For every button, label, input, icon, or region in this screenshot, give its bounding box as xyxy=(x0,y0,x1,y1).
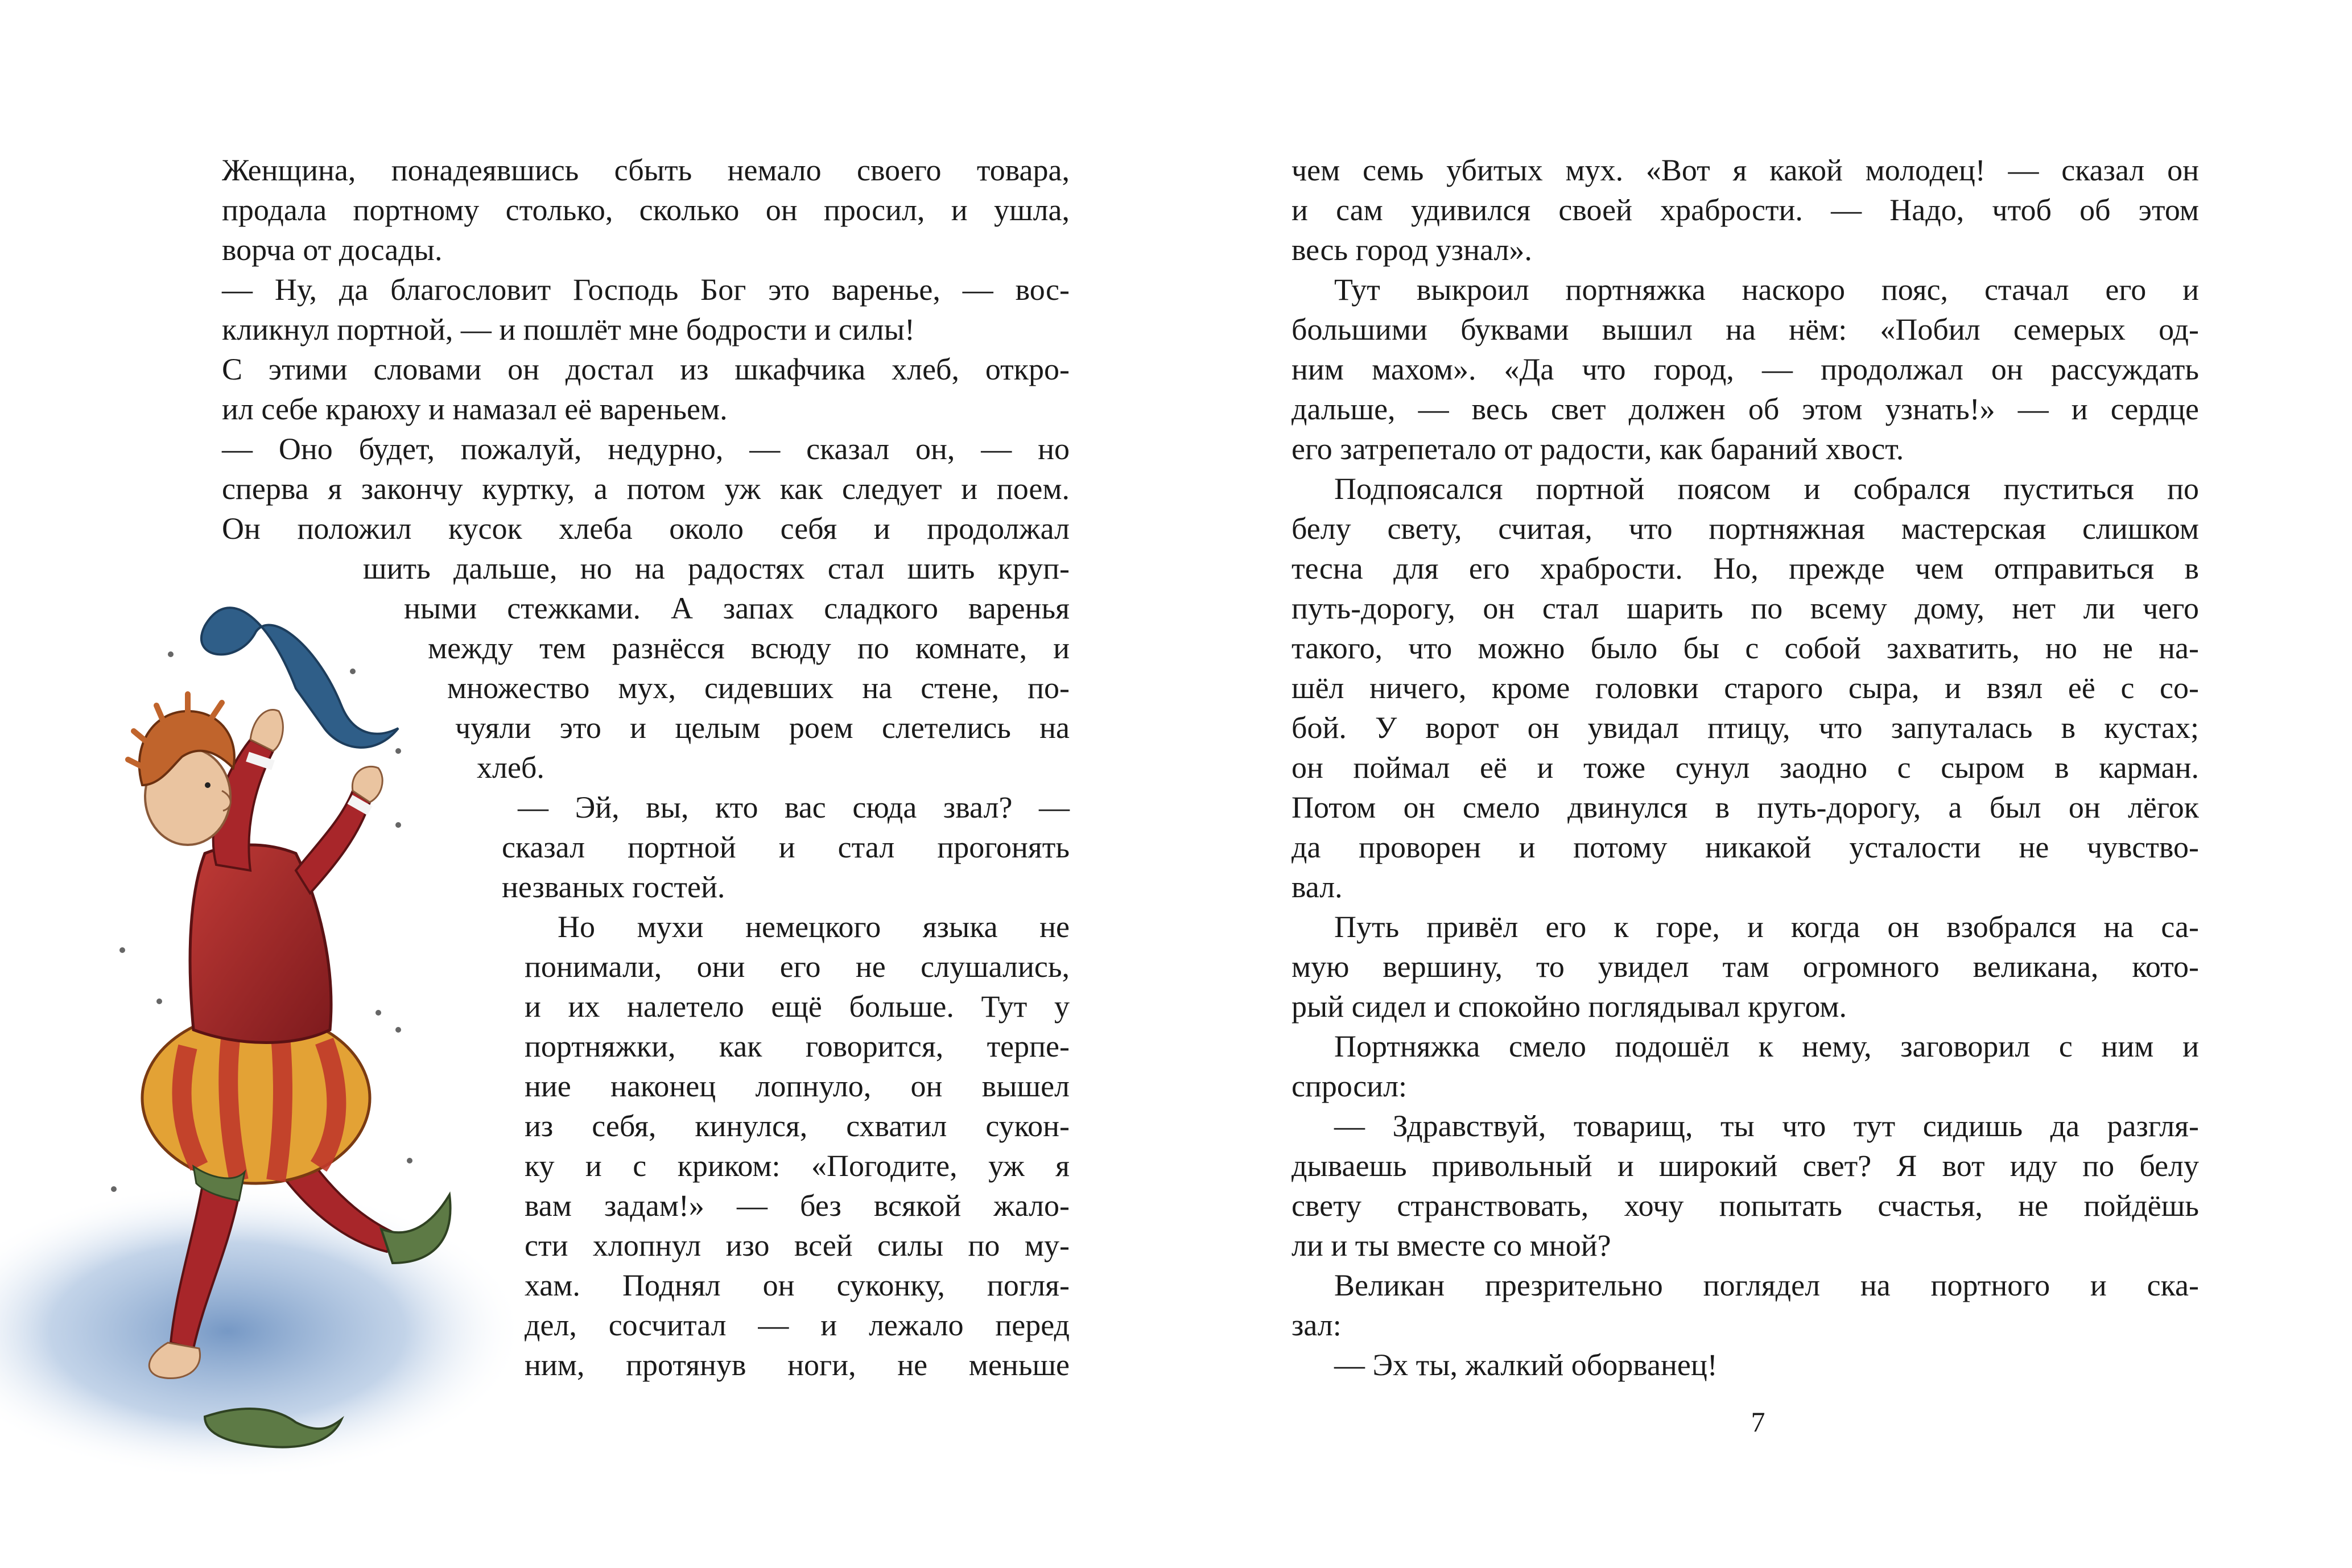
text-line: рый сидел и спокойно поглядывал кругом. xyxy=(1291,989,1847,1024)
text-line: вам задам!» — без всякой жало- xyxy=(525,1189,1070,1223)
text-line: и сам удивился своей храбрости. — Надо, чтоб об этом xyxy=(1291,193,2199,227)
text-line: дываешь привольный и широкий свет? Я вот иду по белу xyxy=(1291,1149,2199,1183)
text-line: путь-дорогу, он стал шарить по всему дому, нет ли чего xyxy=(1291,591,2199,625)
text-line: ку и с криком: «Погодите, уж я xyxy=(525,1149,1070,1183)
text-line: ли и ты вместе со мной? xyxy=(1291,1228,1611,1262)
text-line: тесна для его храбрости. Но, прежде чем отправиться в xyxy=(1291,551,2199,585)
text-line: Портняжка смело подошёл к нему, заговорил с ним и xyxy=(1334,1029,2199,1063)
text-line: между тем разнёсся всюду по комнате, и xyxy=(428,631,1070,665)
text-line: Великан презрительно поглядел на портного и ска- xyxy=(1334,1268,2199,1302)
text-line: сперва я закончу куртку, а потом уж как следует и поем. xyxy=(222,472,1070,506)
page-number: 7 xyxy=(1751,1406,1765,1438)
text-line: кликнул портной, — и пошлёт мне бодрости и силы! xyxy=(222,312,915,346)
text-line: — Эй, вы, кто вас сюда звал? — xyxy=(518,790,1070,824)
text-line: портняжки, как говорится, терпе- xyxy=(525,1029,1070,1063)
text-line: бой. У ворот он увидал птицу, что запуталась в кустах; xyxy=(1291,711,2199,745)
text-line: ил себе краюху и намазал её вареньем. xyxy=(222,392,728,426)
text-line: свету странствовать, хочу попытать счастья, не пойдёшь xyxy=(1291,1189,2199,1223)
text-line: чуяли это и целым роем слетелись на xyxy=(455,711,1070,745)
text-line: понимали, они его не слушались, xyxy=(525,950,1070,984)
text-line: Женщина, понадеявшись сбыть немало своего товара, xyxy=(222,153,1070,187)
text-line: да проворен и потому никакой усталости не чувство- xyxy=(1291,830,2199,864)
text-line: весь город узнал». xyxy=(1291,233,1532,267)
text-line: мую вершину, то увидел там огромного великана, кото- xyxy=(1291,950,2199,984)
text-line: такого, что можно было бы с собой захватить, но не на- xyxy=(1291,631,2199,665)
text-line: ворча от досады. xyxy=(222,233,443,267)
text-line: шить дальше, но на радостях стал шить круп- xyxy=(363,551,1070,585)
text-line: — Эх ты, жалкий оборванец! xyxy=(1334,1348,1718,1382)
text-line: дальше, — весь свет должен об этом узнать!» — и сердце xyxy=(1291,392,2199,426)
text-line: чем семь убитых мух. «Вот я какой молодец! — сказал он xyxy=(1291,153,2199,187)
text-line: дел, сосчитал — и лежало перед xyxy=(525,1308,1070,1342)
text-line: из себя, кинулся, схватил сукон- xyxy=(525,1109,1070,1143)
text-line: — Ну, да благословит Господь Бог это варенье, — вос- xyxy=(222,273,1070,307)
text-line: он поймал её и тоже сунул заодно с сыром в карман. xyxy=(1291,750,2199,785)
text-line: незваных гостей. xyxy=(502,870,725,904)
text-line: — Здравствуй, товарищ, ты что тут сидишь да разгля- xyxy=(1334,1109,2199,1143)
text-line: сказал портной и стал прогонять xyxy=(502,830,1070,864)
text-line: зал: xyxy=(1291,1308,1342,1342)
text-line: ние наконец лопнуло, он вышел xyxy=(525,1069,1070,1103)
text-line: С этими словами он достал из шкафчика хлеб, откро- xyxy=(222,352,1070,386)
text-line: и их налетело ещё больше. Тут у xyxy=(525,989,1070,1024)
text-line: ним махом». «Да что город, — продолжал он рассуждать xyxy=(1291,352,2199,386)
text-line: Но мухи немецкого языка не xyxy=(558,910,1070,944)
text-line: — Оно будет, пожалуй, недурно, — сказал он, — но xyxy=(222,432,1070,466)
text-line: хам. Поднял он суконку, погля- xyxy=(525,1268,1070,1302)
text-line: вал. xyxy=(1291,870,1343,904)
text-line: продала портному столько, сколько он просил, и ушла, xyxy=(222,193,1070,227)
text-line: Потом он смело двинулся в путь-дорогу, а был он лёгок xyxy=(1291,790,2199,824)
text-line: сти хлопнул изо всей силы по му- xyxy=(525,1228,1070,1262)
text-line: большими буквами вышил на нём: «Побил семерых од- xyxy=(1291,312,2199,346)
text-line: Он положил кусок хлеба около себя и продолжал xyxy=(222,511,1070,546)
text-line: шёл ничего, кроме головки старого сыра, и взял её с со- xyxy=(1291,671,2199,705)
text-line: спросил: xyxy=(1291,1069,1408,1103)
text-line: множество мух, сидевших на стене, по- xyxy=(447,671,1070,705)
text-line: белу свету, считая, что портняжная мастерская слишком xyxy=(1291,511,2199,546)
text-line: ним, протянув ноги, не меньше xyxy=(525,1348,1070,1382)
text-line: Подпоясался портной поясом и собрался пуститься по xyxy=(1334,472,2199,506)
text-line: его затрепетало от радости, как бараний хвост. xyxy=(1291,432,1904,466)
text-line: Тут выкроил портняжка наскоро пояс, стачал его и xyxy=(1334,273,2199,307)
text-line: хлеб. xyxy=(477,750,544,785)
text-line: Путь привёл его к горе, и когда он взобрался на са- xyxy=(1334,910,2199,944)
text-line: ными стежками. А запах сладкого варенья xyxy=(404,591,1070,625)
